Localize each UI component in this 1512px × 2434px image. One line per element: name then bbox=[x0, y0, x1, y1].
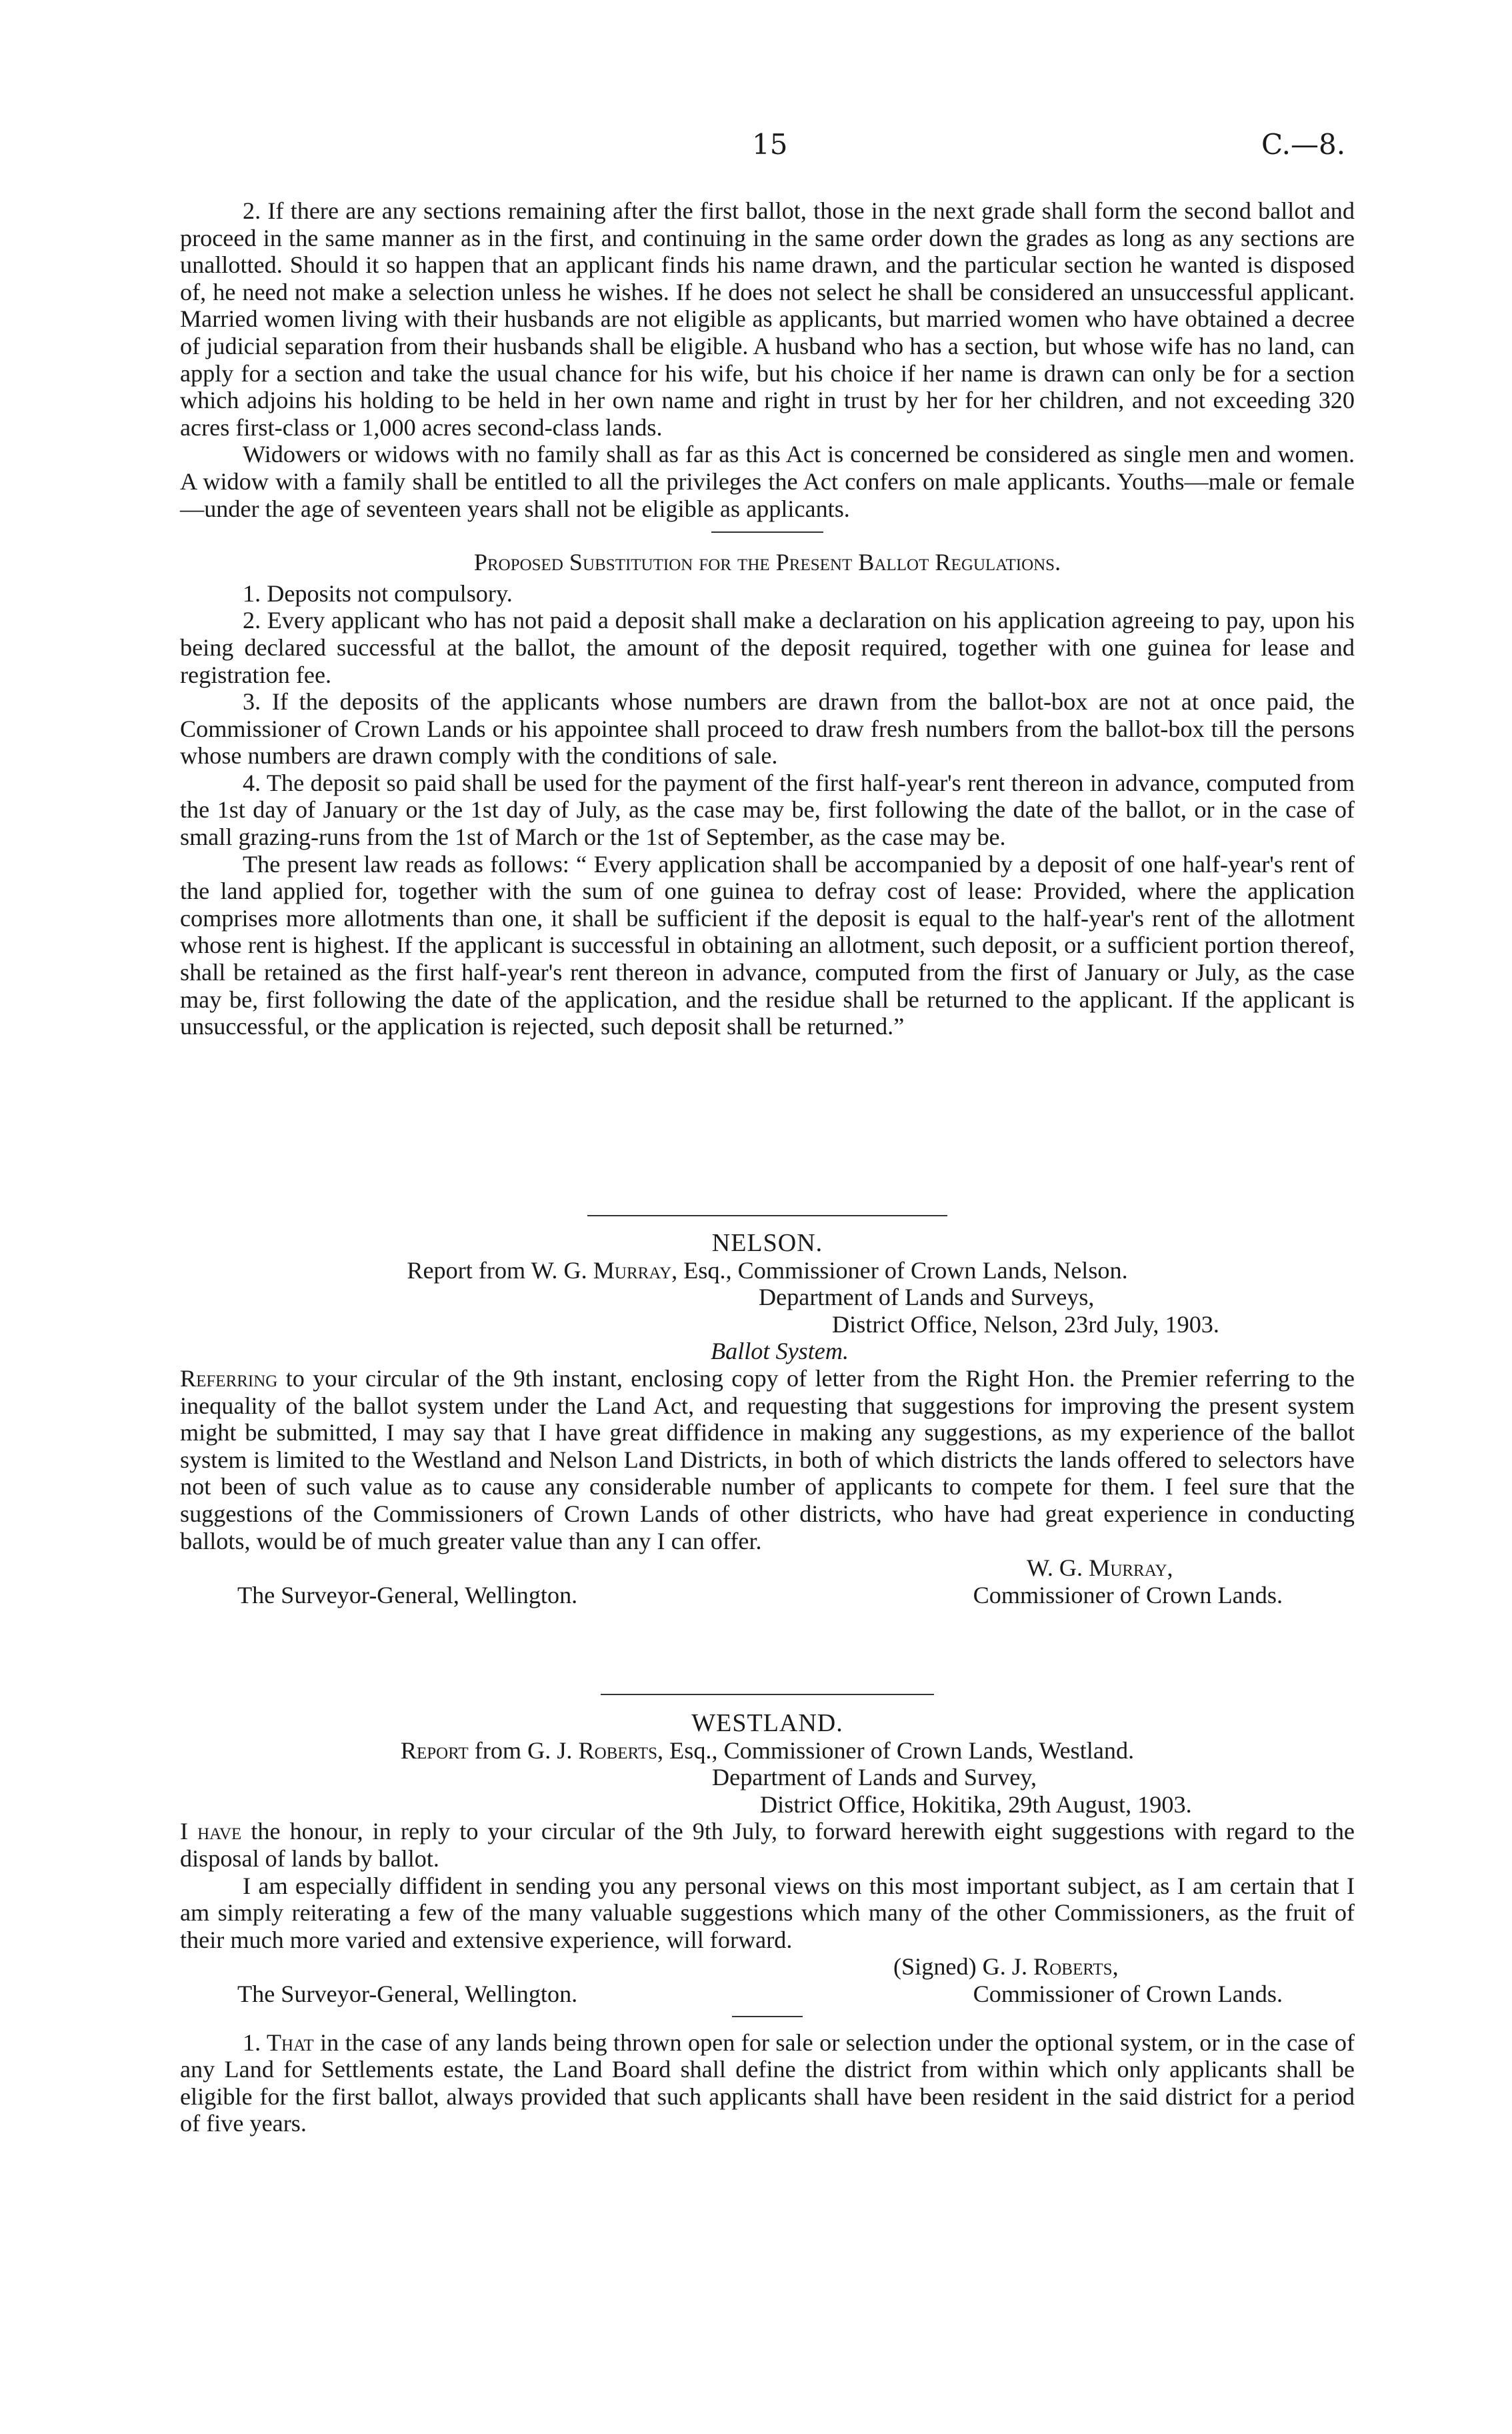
westland-office-date: District Office, Hokitika, 29th August, 1903. bbox=[760, 1790, 1192, 1818]
proposed-item-2: 2. Every applicant who has not paid a deposit shall make a declaration on his application agreeing to pay, upon his being declared successful at the ballot, the amount of the deposit required, together with one guinea for lease and registration fee. bbox=[180, 607, 1355, 688]
nelson-section bbox=[180, 1215, 1355, 1608]
westland-addressee: The Surveyor-General, Wellington. bbox=[237, 1980, 578, 2007]
westland-letter-body-2: I am especially diffident in sending you any personal views on this most important subject, as I am certain that I am simply reiterating a few of the many valuable suggestions which many of the other Commissioners, as the fruit of their much more varied and extensive experience, will forward. bbox=[180, 1872, 1355, 1953]
westland-signature: (Signed) G. J. Roberts, bbox=[893, 1953, 1119, 1981]
westland-signature-row bbox=[180, 1981, 1355, 2008]
westland-signature-title: Commissioner of Crown Lands. bbox=[973, 1980, 1283, 2007]
section-divider bbox=[711, 531, 823, 533]
proposed-regulations-title: Proposed Substitution for the Present Ballot Regulations. bbox=[473, 549, 1061, 576]
section-divider bbox=[587, 1215, 947, 1216]
nelson-addressee: The Surveyor-General, Wellington. bbox=[237, 1581, 578, 1608]
westland-department: Department of Lands and Survey, bbox=[712, 1764, 1037, 1791]
nelson-signature-title: Commissioner of Crown Lands. bbox=[973, 1581, 1283, 1608]
page-number: 15 bbox=[752, 128, 788, 161]
nelson-heading: NELSON. bbox=[711, 1229, 823, 1257]
nelson-signature: W. G. Murray, bbox=[1027, 1554, 1173, 1582]
proposed-item-1: 1. Deposits not compulsory. bbox=[243, 579, 513, 607]
section-divider bbox=[601, 1694, 934, 1695]
westland-heading: WESTLAND. bbox=[691, 1709, 843, 1737]
proposed-item-3: 3. If the deposits of the applicants whose numbers are drawn from the ballot-box are not at once paid, the Commissioner of Crown Lands or his appointee shall proceed to draw fresh numbers from the ballot-box till the persons whose numbers are drawn comply with the conditions of sale. bbox=[180, 688, 1355, 770]
nelson-department: Department of Lands and Surveys, bbox=[759, 1284, 1095, 1311]
proposed-item-4: 4. The deposit so paid shall be used for the payment of the first half-year's rent thereon in advance, computed from the 1st day of January or the 1st day of July, as the case may be, first following the date of the ballot, or in the case of small grazing-runs from the 1st of March or the 1st of September, as the case may be. bbox=[180, 769, 1355, 851]
nelson-subject: Ballot System. bbox=[711, 1338, 849, 1365]
nelson-report-line: Report from W. G. Murray, Esq., Commissioner of Crown Lands, Nelson. bbox=[407, 1256, 1128, 1284]
section-divider bbox=[732, 2016, 803, 2017]
westland-report-line: Report from G. J. Roberts, Esq., Commissioner of Crown Lands, Westland. bbox=[400, 1736, 1135, 1764]
paragraph-grades: 2. If there are any sections remaining after the first ballot, those in the next grade shall form the second ballot and proceed in the same manner as in the first, and continuing in the same order down the grades as long as any sections are unallotted. Should it so happen that an applicant finds his name drawn, and the particular section he wanted is disposed of, he need not make a selection unless he wishes. If he does not select he shall be considered an unsuccessful applicant. Married women living with their husbands are not eligible as applicants, but married women who have obtained a decree of judicial separation from their husbands shall be eligible. A husband who has a section, but whose wife has no land, can apply for a section and take the usual chance for his wife, but his choice if her name is drawn can only be for a section which adjoins his holding to be held in her own name and right in trust by her for her children, and not exceeding 320 acres first-class or 1,000 acres second-class lands. bbox=[180, 197, 1355, 441]
westland-letter-body-1: I have the honour, in reply to your circular of the 9th July, to forward herewith eight suggestions with regard to the disposal of lands by ballot. bbox=[180, 1818, 1355, 1872]
paragraph-widowers: Widowers or widows with no family shall as far as this Act is concerned be considered as single men and women. A widow with a family shall be entitled to all the privileges the Act confers on male applicants. Youths—male or female—under the age of seventeen years shall not be eligible as applicants. bbox=[180, 441, 1355, 522]
nelson-office-date: District Office, Nelson, 23rd July, 1903. bbox=[832, 1310, 1219, 1338]
nelson-signature-row bbox=[180, 1582, 1355, 1609]
continuation-section bbox=[180, 197, 1355, 1040]
nelson-letter-body: Referring to your circular of the 9th instant, enclosing copy of letter from the Right Hon. the Premier referring to the inequality of the ballot system under the Land Act, and requesting that suggestions for improving the present system might be submitted, I may say that I have great diffidence in making any suggestions, as my experience of the ballot system is limited to the Westland and Nelson Land Districts, in both of which districts the lands offered to selectors have not been of such value as to cause any considerable number of applicants to compete for them. I feel sure that the suggestions of the Commissioners of Crown Lands of other districts, who have had great experience in conducting ballots, would be of much greater value than any I can offer. bbox=[180, 1364, 1355, 1554]
westland-suggestion-1: 1. That in the case of any lands being thrown open for sale or selection under the optional system, or in the case of any Land for Settlements estate, the Land Board shall define the district from within which only applicants shall be eligible for the first ballot, always provided that such applicants shall have been resident in the said district for a period of five years. bbox=[180, 2029, 1355, 2137]
westland-section bbox=[180, 1694, 1355, 2137]
present-law-quote: The present law reads as follows: “ Every application shall be accompanied by a deposit of one half-year's rent of the land applied for, together with the sum of one guinea to defray cost of lease: Provided, where the application comprises more allotments than one, it shall be sufficient if the deposit is equal to the half-year's rent of the allotment whose rent is highest. If the applicant is successful in obtaining an allotment, such deposit, or a sufficient portion thereof, shall be retained as the first half-year's rent thereon in advance, computed from the first of January or July, as the case may be, first following the date of the application, and the residue shall be returned to the applicant. If the applicant is unsuccessful, or the application is rejected, such deposit shall be returned.” bbox=[180, 850, 1355, 1040]
document-reference: C.—8. bbox=[1261, 128, 1346, 161]
